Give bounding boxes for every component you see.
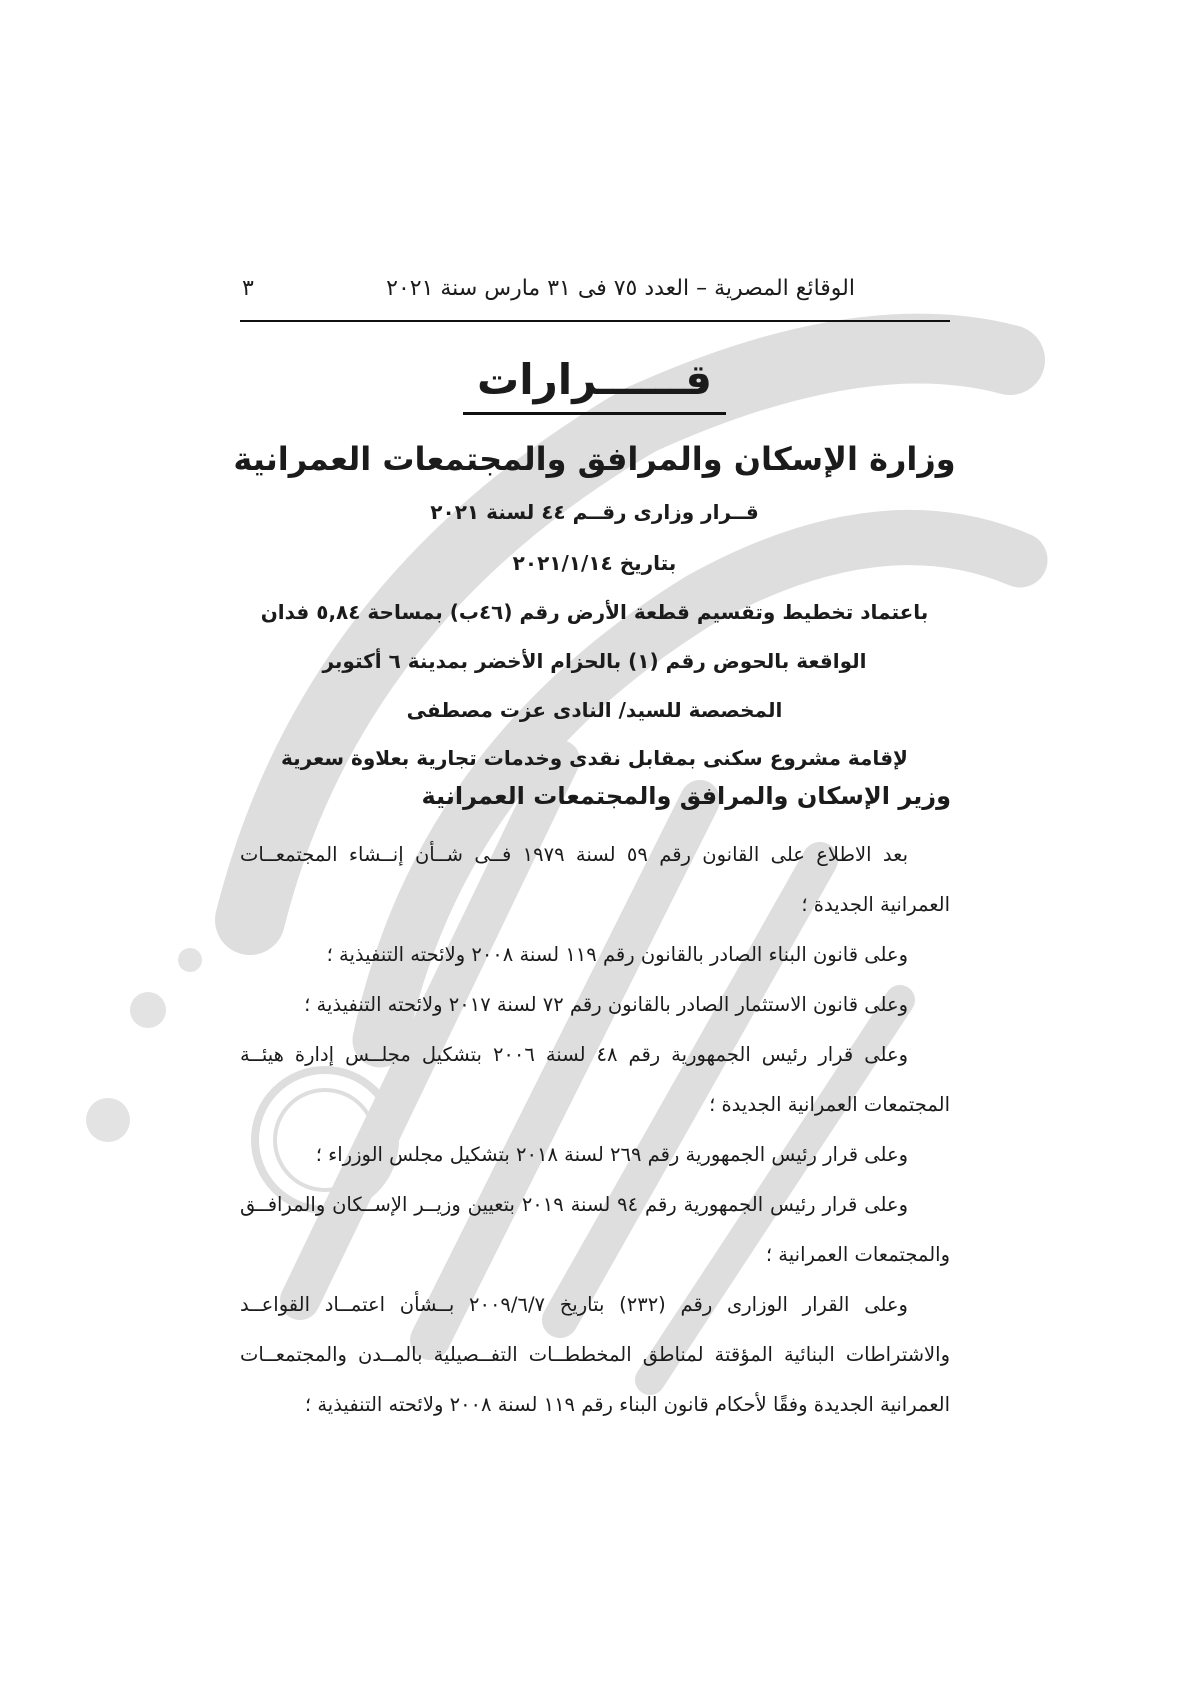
section-title-text: قــــــرارات (463, 355, 726, 415)
preamble-paragraph: وعلى قانون البناء الصادر بالقانون رقم ١١٩ لسنة ٢٠٠٨ ولائحته التنفيذية ؛ (326, 943, 908, 966)
decision-title: قــرار وزارى رقــم ٤٤ لسنة ٢٠٢١ (430, 500, 759, 524)
decision-subject-line: الواقعة بالحوض رقم (١) بالحزام الأخضر بمدينة ٦ أكتوبر (322, 649, 867, 673)
decision-subject-line: المخصصة للسيد/ النادى عزت مصطفى (406, 698, 783, 722)
decree-body (240, 830, 950, 1430)
gazette-header-title: الوقائع المصرية – العدد ٧٥ فى ٣١ مارس سنة ٢٠٢١ (386, 276, 855, 301)
decision-date: بتاريخ ٢٠٢١/١/١٤ (512, 551, 677, 575)
watermark-dot-3 (178, 948, 202, 972)
minister-title: وزير الإسكان والمرافق والمجتمعات العمرانية (421, 782, 951, 810)
preamble-paragraph: وعلى قرار رئيس الجمهورية رقم ٤٨ لسنة ٢٠٠٦ بتشكيل مجلــس إدارة هيئــة المجتمعات العمرانية الجديدة ؛ (240, 1043, 950, 1116)
page-number: ٣ (242, 276, 254, 301)
preamble-paragraph: وعلى قرار رئيس الجمهورية رقم ٢٦٩ لسنة ٢٠١٨ بتشكيل مجلس الوزراء ؛ (315, 1143, 908, 1166)
decision-subject-line: لإقامة مشروع سكنى بمقابل نقدى وخدمات تجارية بعلاوة سعرية (281, 746, 908, 770)
preamble-paragraph: وعلى قرار رئيس الجمهورية رقم ٩٤ لسنة ٢٠١٩ بتعيين وزيــر الإســكان والمرافــق والمجتمعات العمرانية ؛ (240, 1193, 950, 1266)
preamble-paragraph: وعلى القرار الوزارى رقم (٢٣٢) بتاريخ ٢٠٠٩/٦/٧ بــشأن اعتمــاد القواعــد والاشتراطات البنائية المؤقتة لمناطق المخططــات التفــصيلية بالمــدن والمجتمعــات العمرانية الجديدة وفقًا لأحكام قانون البناء رقم ١١٩ لسنة ٢٠٠٨ ولائحته التنفيذية ؛ (240, 1293, 950, 1416)
watermark-dot-2 (130, 992, 166, 1028)
ministry-title: وزارة الإسكان والمرافق والمجتمعات العمرانية (233, 440, 956, 478)
watermark-dot-1 (86, 1098, 130, 1142)
decision-subject-line: باعتماد تخطيط وتقسيم قطعة الأرض رقم (٤٦ب) بمساحة ٥,٨٤ فدان (260, 600, 929, 624)
section-title (0, 355, 1189, 415)
preamble-paragraph: بعد الاطلاع على القانون رقم ٥٩ لسنة ١٩٧٩ فــى شــأن إنــشاء المجتمعــات العمرانية الجديدة ؛ (240, 843, 950, 916)
page-header (240, 272, 950, 322)
preamble-paragraph: وعلى قانون الاستثمار الصادر بالقانون رقم ٧٢ لسنة ٢٠١٧ ولائحته التنفيذية ؛ (304, 993, 908, 1016)
